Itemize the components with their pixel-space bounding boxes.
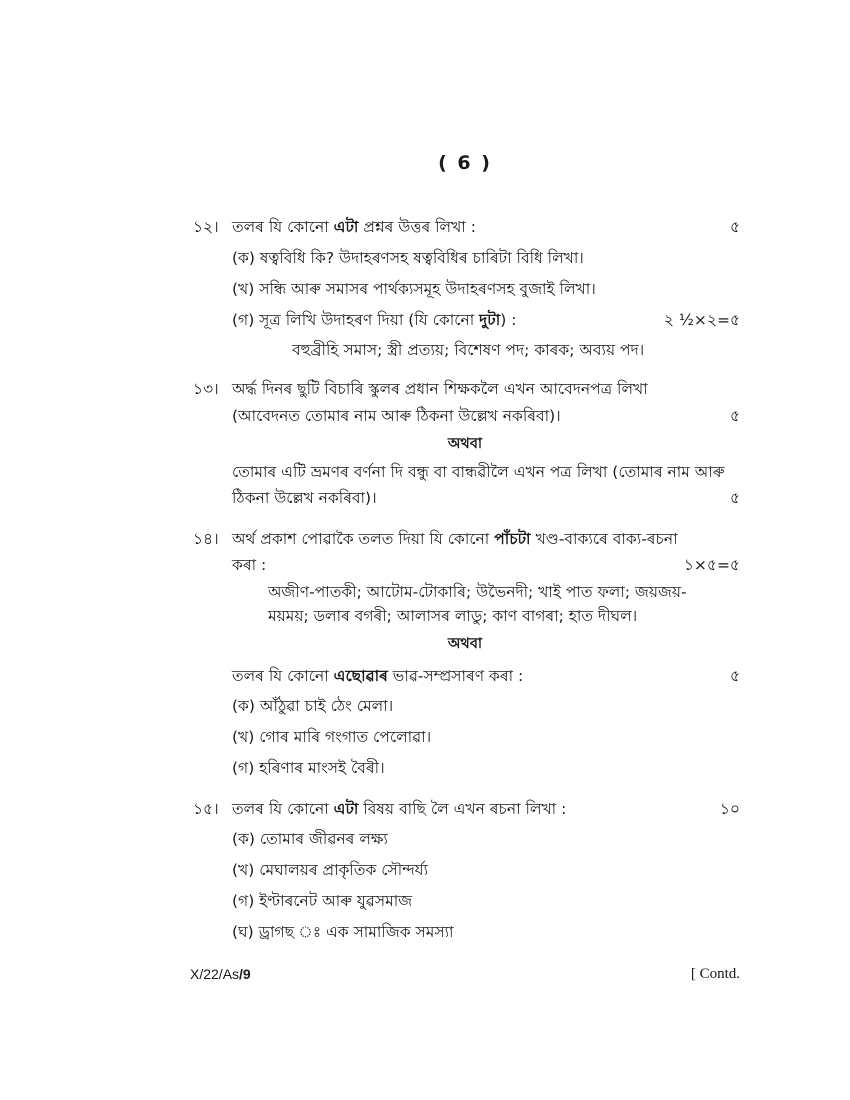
q14-line1: অৰ্থ প্ৰকাশ পোৱাকৈ তলত দিয়া যি কোনো পাঁচটা খণ্ড-বাক্যৰে বাক্য-ৰচনা (232, 530, 678, 548)
q13-alt-marks: ৫ (729, 489, 740, 507)
q15-option-ga: (গ) ইণ্টাৰনেট আৰু যুৱসমাজ (232, 892, 413, 910)
q12-option-ga-marks: ২ ½×২=৫ (663, 311, 740, 329)
q13-or-label: অথবা (447, 436, 483, 452)
paper-code: X/22/As/9 (190, 966, 251, 982)
q15-option-kha: (খ) মেঘালয়ৰ প্ৰাকৃতিক সৌন্দৰ্য্য (232, 861, 429, 879)
q13-number: ১৩। (193, 380, 219, 398)
q14-line2: কৰা : (232, 556, 267, 574)
q13-alt-line1: তোমাৰ এটি ভ্ৰমণৰ বৰ্ণনা দি বন্ধু বা বান্ধৱীলৈ এখন পত্ৰ লিখা (তোমাৰ নাম আৰু (232, 463, 725, 481)
q15-option-ka: (ক) তোমাৰ জীৱনৰ লক্ষ্য (232, 830, 388, 848)
q15-marks: ১০ (719, 800, 740, 818)
q12-number: ১২। (193, 218, 219, 236)
q14-or-label: অথবা (447, 636, 483, 652)
q14-option-ga: (গ) হৰিণাৰ মাংসই বৈৰী। (232, 759, 385, 777)
q15-stem: তলৰ যি কোনো এটা বিষয় বাছি লৈ এখন ৰচনা লিখা : (232, 800, 567, 818)
q13-line1: অৰ্দ্ধ দিনৰ ছুটি বিচাৰি স্কুলৰ প্ৰধান শিক্ষকলৈ এখন আবেদনপত্ৰ লিখা (232, 380, 648, 398)
continued-label: [ Contd. (690, 966, 740, 982)
q14-marks: ১×৫=৫ (683, 556, 740, 574)
q13-line2: (আবেদনত তোমাৰ নাম আৰু ঠিকনা উল্লেখ নকৰিবা)। (232, 407, 561, 425)
q15-option-gha: (ঘ) ড্ৰাগছ ঃ এক সামাজিক সমস্যা (232, 923, 454, 941)
q12-option-ga-list: বহুব্ৰীহি সমাস; স্ত্ৰী প্ৰত্যয়; বিশেষণ পদ; কাৰক; অব্যয় পদ। (292, 341, 645, 359)
q14-alt-stem: তলৰ যি কোনো এছোৱাৰ ভাৱ-সম্প্ৰসাৰণ কৰা : (232, 667, 524, 685)
q12-stem: তলৰ যি কোনো এটা প্ৰশ্নৰ উত্তৰ লিখা : (232, 218, 476, 236)
q14-list-line2: ময়ময়; ডলাৰ বগৰী; আলাসৰ লাডু; কাণ বাগৰা; হাত দীঘল। (268, 607, 638, 625)
q12-option-ga: (গ) সূত্ৰ লিখি উদাহৰণ দিয়া (যি কোনো দুটা) : (232, 311, 517, 329)
q13-marks: ৫ (729, 407, 740, 425)
q14-option-kha: (খ) গোৰ মাৰি গংগাত পেলোৱা। (232, 728, 432, 746)
q15-number: ১৫। (193, 800, 219, 818)
q14-list-line1: অজীণ-পাতকী; আটোম-টোকাৰি; উভৈনদী; খাই পাত ফলা; জয়জয়- (268, 583, 687, 601)
q14-number: ১৪। (193, 530, 219, 548)
q14-option-ka: (ক) আঁঠুৱা চাই ঠেং মেলা। (232, 697, 394, 715)
q12-marks: ৫ (729, 218, 740, 236)
q12-option-kha: (খ) সন্ধি আৰু সমাসৰ পাৰ্থক্যসমূহ উদাহৰণসহ বুজাই লিখা। (232, 280, 596, 298)
q14-alt-marks: ৫ (729, 667, 740, 685)
q12-option-ka: (ক) ষত্ববিধি কি? উদাহৰণসহ ষত্ববিধিৰ চাৰিটা বিধি লিখা। (232, 249, 584, 267)
q13-alt-line2: ঠিকনা উল্লেখ নকৰিবা)। (232, 489, 377, 507)
page-number: ( 6 ) (438, 152, 492, 174)
